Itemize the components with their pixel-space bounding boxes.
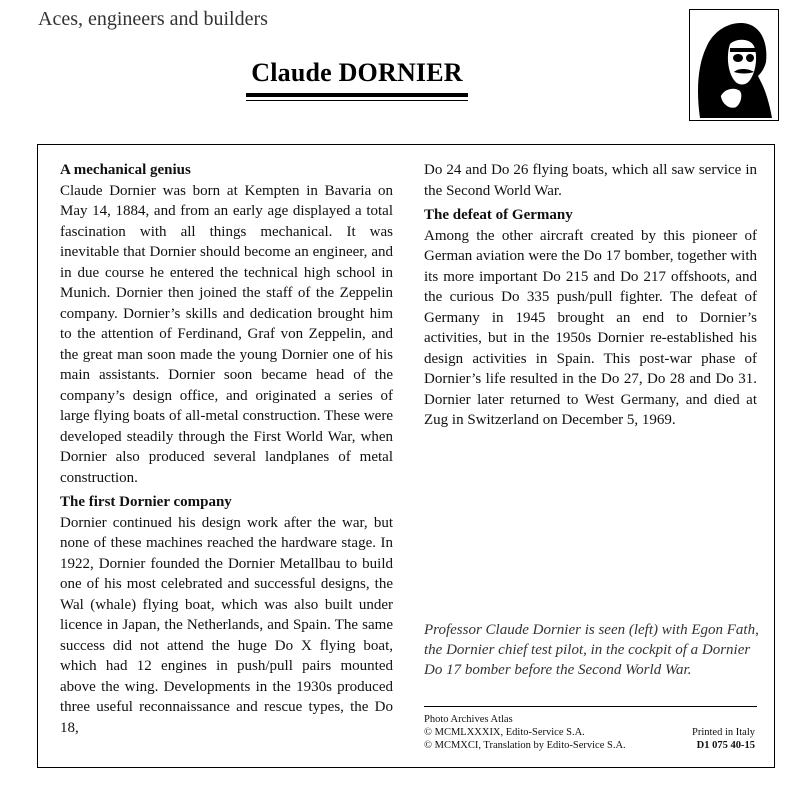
- portrait-illustration: [690, 10, 778, 120]
- section-body-first-company: Dornier continued his design work after the war, but none of these machines reached the hardware stage. In 1922, Dornier founded the Dornier Metallbau to build one of his most celebrated and successful designs, the Wal (whale) flying boat, which was also built under licence in Japan, the Netherlands, and Spain. The same success did not attend the huge Do X flying boat, which had 12 engines in push/pull pairs mounted above the wing. Developments in the 1930s produced three useful reconnaissance and rescue types, the Do 18,: [60, 514, 393, 736]
- credits-block: [424, 713, 757, 752]
- photo-caption: Professor Claude Dornier is seen (left) with Egon Fath, the Dornier chief test pilot, in the cockpit of a Dornier Do 17 bomber before the Second World War.: [424, 622, 759, 678]
- series-title: Aces, engineers and builders: [38, 8, 268, 30]
- section-body-defeat-of-germany: Among the other aircraft created by this pioneer of German aviation were the Do 17 bomber, together with its more important Do 215 and Do 217 offshoots, and the curious Do 335 push/pull fighter. The defeat of Germany in 1945 brought an end to Dornier’s activities, but in the 1950s Dornier re-established his design activities in Spain. This post-war phase of Dornier’s life resulted in the Do 27, Do 28 and Do 31. Dornier later returned to West Germany, and died at Zug in Switzerland on December 5, 1969.: [424, 227, 757, 428]
- portrait-pilot-with-helmet-icon: [689, 9, 779, 121]
- left-column: [60, 160, 393, 738]
- title-block: [246, 58, 468, 101]
- printed-in: Printed in Italy: [692, 727, 755, 738]
- print-info: [692, 713, 755, 752]
- right-column: [424, 160, 757, 431]
- section-body-first-company-continued: Do 24 and Do 26 flying boats, which all saw service in the Second World War.: [424, 162, 757, 199]
- title-underline-thick: [246, 93, 468, 97]
- section-heading-defeat-of-germany: The defeat of Germany: [424, 207, 573, 223]
- credit-translation: © MCMXCI, Translation by Edito-Service S.A.: [424, 740, 626, 751]
- section-heading-first-company: The first Dornier company: [60, 494, 232, 510]
- section-body-mechanical-genius: Claude Dornier was born at Kempten in Bavaria on May 14, 1884, and from an early age displayed a total fascination with all things mechanical. It was inevitable that Dornier should become an engineer, and in due course he entered the technical high school in Munich. Dornier then joined the staff of the Zeppelin company. Dornier’s skills and dedication brought him to the attention of Ferdinand, Graf von Zeppelin, and the great man soon made the young Dornier one of his main assistants. Dornier soon became head of the company’s design office, and originated a series of large flying boats of all-metal construction. These were developed steadily through the First World War, when Dornier also produced several landplanes of metal construction.: [60, 182, 393, 486]
- credit-photo: Photo Archives Atlas: [424, 714, 513, 725]
- page-title: Claude DORNIER: [251, 58, 463, 87]
- credit-copyright: © MCMLXXXIX, Edito-Service S.A.: [424, 727, 585, 738]
- title-underline-thin: [246, 100, 468, 101]
- card-code: D1 075 40-15: [696, 740, 755, 751]
- section-heading-mechanical-genius: A mechanical genius: [60, 162, 191, 178]
- credits-divider: [424, 706, 757, 707]
